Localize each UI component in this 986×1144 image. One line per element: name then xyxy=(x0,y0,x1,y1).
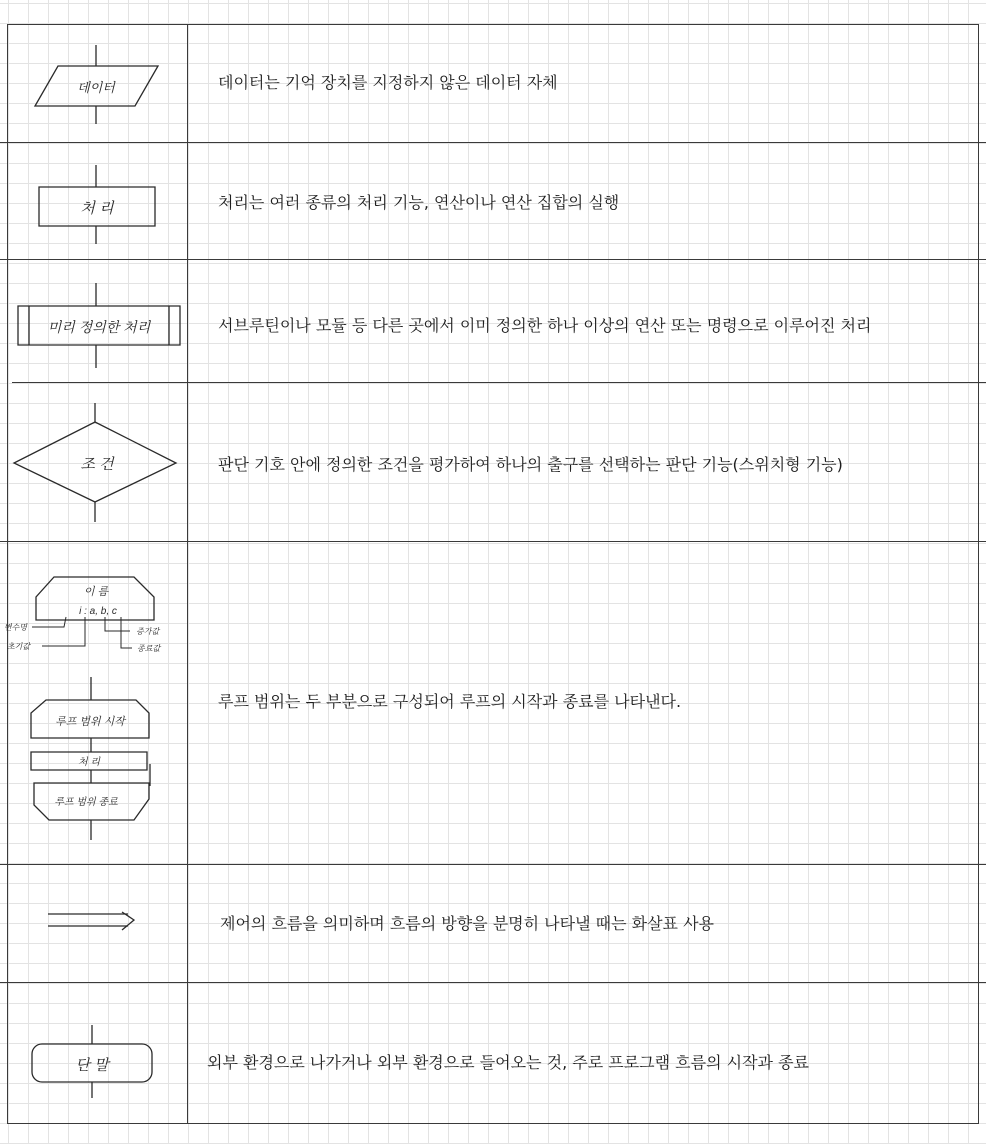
row-divider xyxy=(0,541,986,542)
data-description: 데이터는 기억 장치를 지정하지 않은 데이터 자체 xyxy=(218,73,558,92)
process-rectangle-shape xyxy=(8,160,188,250)
predefined-process-description: 서브루틴이나 모듈 등 다른 곳에서 이미 정의한 하나 이상의 연산 또는 명령으로 이루어진 처리 xyxy=(218,316,872,335)
process-symbol xyxy=(8,160,188,250)
predefined-process-label: 미리 정의한 처리 xyxy=(47,319,151,335)
terminal-symbol xyxy=(8,1020,188,1105)
predefined-process-symbol xyxy=(8,280,188,375)
loop-description: 루프 범위는 두 부분으로 구성되어 루프의 시작과 종료를 나타낸다. xyxy=(218,692,682,711)
table-bottom-border xyxy=(7,1123,979,1124)
data-parallelogram-shape xyxy=(8,40,188,130)
flowline-symbol xyxy=(8,900,188,950)
loop-name-label: 이 름 xyxy=(83,586,109,598)
terminal-description: 외부 환경으로 나가거나 외부 환경으로 들어오는 것, 주로 프로그램 흐름의 시작과 종료 xyxy=(207,1053,809,1072)
flowline-description: 제어의 흐름을 의미하며 흐름의 방향을 분명히 나타낼 때는 화살표 사용 xyxy=(220,914,714,933)
loop-final-label: 종료값 xyxy=(137,644,161,653)
terminal-shape xyxy=(8,1020,188,1105)
predefined-process-shape xyxy=(8,280,188,375)
decision-symbol-label: 조 건 xyxy=(80,456,114,473)
row-divider xyxy=(0,142,986,143)
table-right-border xyxy=(978,24,979,1124)
data-symbol-label: 데이터 xyxy=(77,80,115,95)
row-divider xyxy=(12,382,986,383)
row-divider xyxy=(0,982,986,983)
terminal-symbol-label: 단 말 xyxy=(75,1057,109,1074)
loop-initial-label: 초기값 xyxy=(6,642,30,651)
row-divider xyxy=(0,259,986,260)
loop-end-label: 루프 범위 종료 xyxy=(54,797,118,808)
process-description: 처리는 여러 종류의 처리 기능, 연산이나 연산 집합의 실행 xyxy=(218,193,620,212)
row-divider xyxy=(0,864,986,865)
loop-start-label: 루프 범위 시작 xyxy=(55,716,125,728)
arrow-icon xyxy=(8,900,188,950)
loop-body-label: 처 리 xyxy=(77,757,101,768)
decision-symbol xyxy=(8,400,188,525)
decision-description: 판단 기호 안에 정의한 조건을 평가하여 하나의 출구를 선택하는 판단 기능(스위치형 기능) xyxy=(218,455,843,474)
loop-symbol xyxy=(3,560,188,850)
loop-spec-label: i : a, b, c xyxy=(79,606,117,617)
data-symbol xyxy=(8,40,188,130)
loop-limit-shape xyxy=(3,560,188,850)
loop-variable-label: 변수명 xyxy=(3,623,27,632)
loop-increment-label: 증가값 xyxy=(136,627,160,636)
decision-diamond-shape xyxy=(8,400,188,525)
table-top-border xyxy=(7,24,979,25)
process-symbol-label: 처 리 xyxy=(80,200,114,217)
